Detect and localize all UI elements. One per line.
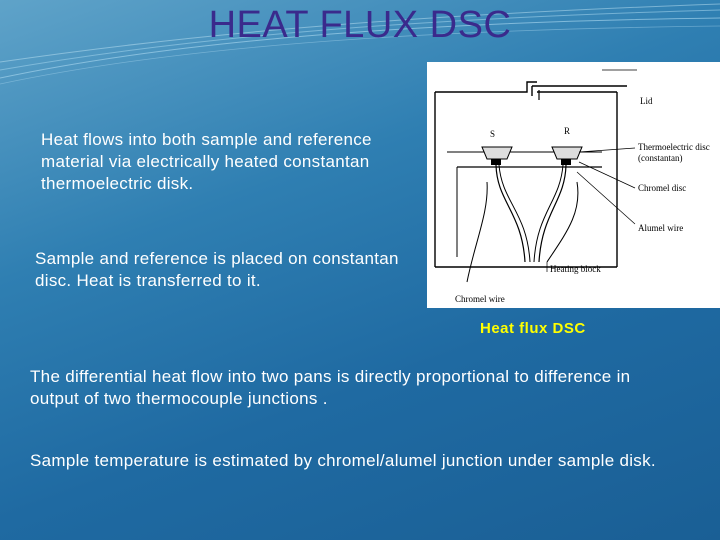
label-chromel-wire: Chromel wire: [455, 294, 505, 304]
slide-title: HEAT FLUX DSC: [208, 4, 512, 46]
paragraph-sample-placement: Sample and reference is placed on constantan disc. Heat is transferred to it.: [35, 249, 399, 291]
label-reference: R: [564, 126, 571, 136]
paragraph-sample-temperature: Sample temperature is estimated by chromel/alumel junction under sample disk.: [30, 451, 656, 470]
label-lid: Lid: [640, 96, 653, 106]
paragraph-heat-flow: Heat flows into both sample and reference material via electrically heated constantan thermoelectric disk.: [41, 130, 372, 194]
heat-flux-dsc-diagram: [427, 62, 720, 308]
sample-junction: [491, 159, 501, 165]
diagram-caption: Heat flux DSC: [480, 320, 586, 337]
label-heating-block: Heating block: [550, 264, 601, 274]
label-alumel-wire: Alumel wire: [638, 223, 684, 233]
label-thermoelectric-disc: Thermoelectric disc: [638, 142, 710, 152]
reference-junction: [561, 159, 571, 165]
label-sample: S: [490, 129, 496, 139]
label-chromel-disc: Chromel disc: [638, 183, 687, 193]
paragraph-differential-flow: The differential heat flow into two pans is directly proportional to difference in output of two thermocouple junctions .: [30, 367, 631, 409]
label-constantan: (constantan): [638, 153, 683, 163]
